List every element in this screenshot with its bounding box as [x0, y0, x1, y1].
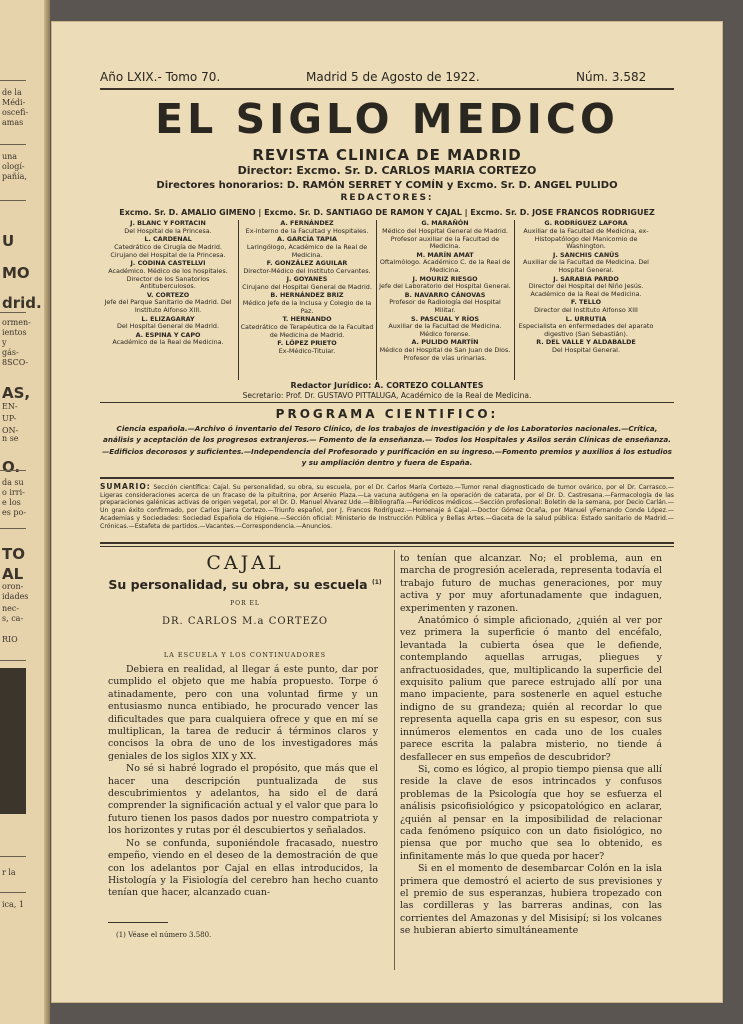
- header-rule: [100, 88, 674, 90]
- editor-description: Director del Instituto Alfonso XIII: [534, 306, 638, 315]
- editors-column-3: [378, 220, 512, 363]
- paragraph: Si, como es lógico, al propio tiempo piensa que allí reside la clave de esos intrincados y confusos problemas de la Psicología que hoy se esfuerza el análisis psicofisiológico y psicopatológico en aclarar, ¿quién al pensar en la imposibilidad de relacionar cada fenómeno psíquico con un dato fisiológico, no piensa que por mucho que sea lo obtenido, es infinitamente más lo que queda por hacer?: [400, 763, 662, 862]
- newspaper-title: EL SIGLO MEDICO: [155, 95, 619, 143]
- fragment-text: da su: [2, 478, 24, 487]
- summary-label: SUMARIO:: [100, 482, 151, 491]
- article-section-heading: LA ESCUELA Y LOS CONTINUADORES: [163, 651, 327, 659]
- fragment-text: EN-: [2, 402, 18, 411]
- editor-description: Auxiliar de la Facultad de Medicina. Del Hospital General.: [523, 258, 649, 275]
- editor-name: L. ELIZAGARAY: [141, 314, 195, 323]
- editor-name: G. RODRÍGUEZ LAFORA: [544, 219, 628, 227]
- footnote: (1) Véase el número 3.580.: [116, 931, 212, 939]
- editor-description: Director del Hospital del Niño Jesús. Académico de la Real de Medicina.: [528, 282, 644, 299]
- fragment-text: de la: [2, 88, 22, 97]
- fragment-text: ON-: [2, 426, 19, 435]
- honorary-directors: Directores honorarios: D. RAMÓN SERRET Y COMÍN y Excmo. Sr. D. ANGEL PULIDO: [156, 180, 618, 191]
- byline-por: POR EL: [230, 600, 260, 607]
- fragment-text: ica, 1: [2, 900, 24, 909]
- editors-column-1: [100, 220, 236, 348]
- paragraph: Si en el momento de desembarcar Colón en la isla primera que demostró el acierto de sus previsiones y el premio de sus esperanzas, hubiera tropezado con las cordilleras y las barreras andinas, con las corrientes del Amazonas y del Misisipí; si los volcanes se hubieran abierto simultáneamente: [400, 863, 662, 937]
- editor-name: M. MARÍN AMAT: [416, 250, 474, 259]
- fragment-text: oscefi-: [2, 108, 29, 117]
- article-author: DR. CARLOS M.a CORTEZO: [161, 616, 329, 627]
- summary-text: Sección científica: Cajal. Su personalidad, su obra, su escuela, por el Dr. Carlos María Cortezo.—Tumor renal diagnosticado de tumor ovárico, por el Dr. Carrasco.—Ligeras consideraciones acerca de un fracaso de la pituitrina, por Arsenio Plaza.—La vacuna autógena en la operación de catarata, por el Dr. D. Castresana.—Farmacología de las preparaciones galénicas activas de origen vegetal, por el Dr. D. Manuel Alvarez Ude.—Bibliografía.—Periódicos médicos.—Sección profesional: Boletín de la semana, por Decio Carlán.—Un gran éxito confirmado, por Carlos Jiarra Cortezo.—Triunfo español, por J. Francos Rodríguez.—Homenaje á Cajal.—Doctor Gómez Ocaña, por Manuel yFernando Conde López.—Academias y Sociedades: Sociedad Española de Higiene.—Sección oficial: Ministerio de Instrucción Pública y Bellas Artes.—Gaceta de la salud pública: Estado sanitario de Madrid.—Crónicas.—Estafeta de partidos.—Vacantes.—Correspondencia.—Anuncios.: [100, 484, 674, 530]
- editor-name: G. MARAÑÓN: [421, 219, 469, 227]
- editors-column-2: [240, 220, 374, 356]
- editor-description: Cirujano del Hospital General de Madrid.: [242, 282, 372, 291]
- fragment-heading: MO: [2, 264, 30, 282]
- fragment-text: amas: [2, 118, 24, 127]
- fragment-heading: O.: [2, 458, 21, 476]
- editor-name: F. TELLO: [570, 298, 602, 307]
- adjacent-advert-image: [0, 668, 26, 814]
- paragraph: Anatómico ó simple aficionado, ¿quién al ver por vez primera la superficie ó manto del encéfalo, levantada la cubierta ósea que le defiende, contemplando aquellas arrugas, pliegues y anfractuosidades, que, multiplicando la superficie del exquisito palium que parece estrujado allí por una mano impaciente, para sostenerle en aquel estuche indigno de su grandeza; quién al recordar lo que representa aquella capa gris en su espesor, con sus innúmeros elementos en cada uno de los cuales parece escrita la palabra misterio, no tiende á desfallecer en sus empeños de descubridor?: [400, 615, 662, 763]
- fragment-text: gás-: [2, 348, 19, 357]
- editor-name: J. MOURIZ RIESGO: [412, 274, 478, 283]
- editor-description: Catedrático de Cirugía de Madrid. Cirujano del Hospital de la Princesa.: [110, 242, 226, 259]
- lead-editors: Excmo. Sr. D. AMALIO GIMENO | Excmo. Sr. D. SANTIAGO DE RAMON Y CAJAL | Excmo. Sr. D. JOSE FRANCOS RODRIGUEZ: [119, 208, 655, 217]
- fragment-text: Médi-: [2, 98, 26, 107]
- fragment-text: UP-: [2, 414, 17, 423]
- editor-description: Académico. Médico de los hospitales. Director de los Sanatorios Antituberculosos.: [108, 266, 228, 291]
- fragment-text: RIO: [2, 635, 18, 644]
- editor-description: Auxiliar de la Facultad de Medicina. Médico forense.: [388, 322, 502, 339]
- editor-name: B. HERNÁNDEZ BRIZ: [270, 291, 344, 300]
- paragraph: No se confunda, suponiéndole fracasado, nuestro empeño, viendo en el deseo de la demostración de que con los adelantos por Cajal en ellas introducidos, la Histología y la Fisiología del cerebro han hecho cuanto tenían que hacer, alcanzado cuan-: [108, 837, 378, 899]
- fragment-heading: U: [2, 232, 15, 250]
- editor-description: Director-Médico del Instituto Cervantes.: [243, 266, 371, 275]
- editor-name: J. GOYANES: [286, 275, 328, 284]
- editor-name: A. FERNÁNDEZ: [280, 219, 334, 227]
- editor-name: J. SANCHIS CANÚS: [553, 250, 619, 259]
- fragment-heading: AS,: [2, 384, 31, 402]
- fragment-text: ologí-: [2, 162, 25, 171]
- program-text: Ciencia española.—Archivo ó inventario del Tesoro Clínico, de los trabajos de investigación y de los Laboratorios nacionales.—Crítica, análisis y aceptación de los progresos extranjeros.— Fomento de la enseñanza.— Todos los Hospitales y Asilos serán Clínicas de enseñanza.—Edificios decorosos y suficientes.—Independencia del Profesorado y purificación en su ingreso.—Fomento premios y auxilios á los estudios y su ampliación dentro y fuera de España.: [102, 424, 672, 467]
- editor-name: S. PASCUAL Y RÍOS: [410, 314, 479, 323]
- editor-description: Del Hospital General.: [552, 346, 620, 355]
- editor-name: A. ESPINA Y CAPO: [135, 330, 201, 339]
- fragment-text: o irri-: [2, 488, 25, 497]
- editor-description: Laringólogo, Académico de la Real de Medicina.: [246, 242, 368, 259]
- fragment-heading: TO: [2, 545, 25, 563]
- editor-description: Oftalmólogo. Académico C. de la Real de Medicina.: [379, 258, 511, 275]
- editor-description: Ex-interno de la Facultad y Hospitales.: [245, 226, 369, 235]
- editor-name: T. HERNANDO: [282, 315, 332, 324]
- editor-description: Especialista en enfermedades del aparato digestivo (San Sebastián).: [518, 322, 654, 339]
- director-line: Director: Excmo. Sr. D. CARLOS MARIA CORTEZO: [237, 164, 537, 177]
- issue-date: Madrid 5 de Agosto de 1922.: [306, 70, 480, 84]
- editor-name: J. SARABIA PARDO: [553, 274, 619, 283]
- secretary: Secretario: Prof. Dr. GUSTAVO PITTALUGA, Académico de la Real de Medicina.: [242, 391, 532, 400]
- fragment-text: una: [2, 152, 18, 161]
- editor-name: A. GARCÍA TAPIA: [277, 235, 337, 244]
- fragment-heading: drid.: [2, 294, 42, 312]
- editor-description: Jefe del Laboratorio del Hospital General.: [379, 282, 511, 291]
- fragment-text: y: [2, 338, 7, 347]
- fragment-text: ientos: [2, 328, 27, 337]
- editor-name: J. CODINA CASTELLVI: [130, 258, 206, 267]
- program-heading: PROGRAMA CIENTIFICO:: [275, 407, 499, 421]
- article-column-2: [400, 553, 662, 938]
- summary: [100, 483, 674, 530]
- fragment-text: oron-: [2, 582, 24, 591]
- issue-number: Núm. 3.582: [576, 70, 647, 84]
- editor-name: V. CORTEZO: [146, 290, 190, 299]
- editor-description: Del Hospital de la Princesa.: [124, 226, 212, 235]
- editor-description: Del Hospital General de Madrid.: [117, 322, 219, 331]
- editor-name: F. GONZÁLEZ AGUILAR: [266, 258, 348, 267]
- article-column-1: [108, 664, 378, 900]
- editor-description: Médico Jefe de la Inclusa y Colegio de la Paz.: [242, 298, 372, 315]
- paragraph: No sé si habré logrado el propósito, que más que el hacer una descripción puntualizada de sus descubrimientos y adelantos, ha sido el de dará comprender la significación actual y el valor que para lo futuro tienen los pasos dados por nuestro compatriota y los horizontes y rutas por él descubiertos y señalados.: [108, 763, 378, 837]
- editors-label: REDACTORES:: [340, 193, 434, 203]
- article-title: CAJAL: [206, 552, 284, 574]
- editor-name: L. URRUTIA: [565, 314, 607, 323]
- editor-name: L. CARDENAL: [144, 235, 192, 244]
- fragment-text: nec-: [2, 604, 20, 613]
- legal-editor: Redactor Jurídico: A. CORTEZO COLLANTES: [290, 381, 484, 390]
- footnote-ref: (1): [371, 578, 382, 586]
- editor-description: Auxiliar de la Facultad de Medicina, ex-Histopatólogo del Manicomio de Washington.: [523, 226, 649, 251]
- editor-name: F. LÓPEZ PRIETO: [277, 338, 337, 347]
- fragment-text: n se: [2, 434, 19, 443]
- fragment-text: es po-: [2, 508, 27, 517]
- editor-description: Académico de la Real de Medicina.: [112, 338, 224, 347]
- article-subtitle: Su personalidad, su obra, su escuela $^{(1)}$: [108, 577, 382, 592]
- newspaper-page: [52, 22, 722, 1002]
- paragraph: Debiera en realidad, al llegar á este punto, dar por cumplido el objeto que me había propuesto. Torpe ó atinadamente, pero con una voluntad firme y un entusiasmo nunca entibiado, he procurado vencer las dificultades que para cualquiera ofrece y que en mí se multiplican, la tarea de reducir á términos claros y concisos la obra de uno de los investigadores más geniales de los siglos XIX y XX.: [108, 664, 378, 762]
- fragment-text: idades: [2, 592, 29, 601]
- editor-description: Médico del Hospital de San Juan de Dios. Profesor de vías urinarias.: [379, 346, 511, 363]
- fragment-heading: AL: [2, 565, 24, 583]
- paragraph: to tenían que alcanzar. No; el problema, aun en marcha de progresión acelerada, representa todavía el trabajo futuro de muchas generaciones, por muy activa y por muy afortunadamente que indaguen, experimenten y razonen.: [400, 553, 662, 614]
- adjacent-page-strip: [0, 0, 50, 1024]
- fragment-text: s, ca-: [2, 614, 24, 623]
- editor-name: B. NAVARRO CÁNOVAS: [404, 290, 486, 299]
- fragment-text: 8SCO-: [2, 358, 29, 367]
- editor-name: A. PULIDO MARTÍN: [411, 338, 479, 347]
- editors-column-4: [516, 220, 656, 356]
- newspaper-subtitle: REVISTA CLINICA DE MADRID: [252, 146, 522, 164]
- fragment-text: r la: [2, 868, 16, 877]
- editor-description: Catedrático de Terapéutica de la Facultad de Medicina de Madrid.: [240, 322, 374, 339]
- editor-description: Profesor de Radiología del Hospital Militar.: [389, 298, 501, 315]
- year-tome: Año LXIX.- Tomo 70.: [100, 70, 221, 84]
- fragment-text: e los: [2, 498, 21, 507]
- page-gutter: [44, 0, 50, 1024]
- editor-description: Ex-Médico-Titular.: [278, 346, 336, 355]
- editor-description: Médico del Hospital General de Madrid. Profesor auxiliar de la Facultad de Medicina.: [382, 226, 508, 251]
- editor-name: J. BLANC Y FORTACIN: [130, 219, 206, 227]
- editor-description: Jefe del Parque Sanitario de Madrid. Del Instituto Alfonso XIII.: [104, 298, 232, 315]
- fragment-text: ormen-: [2, 318, 31, 327]
- editor-name: R. DEL VALLE Y ALDABALDE: [536, 338, 636, 347]
- fragment-text: pañía,: [2, 172, 27, 181]
